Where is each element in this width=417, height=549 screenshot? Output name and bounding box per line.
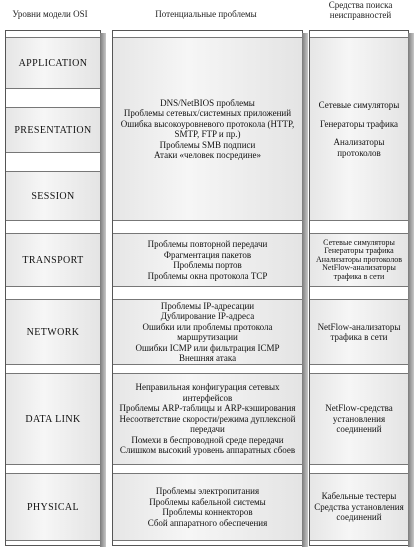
tools-data-link [310, 373, 408, 465]
tool-item: NetFlow-анализаторы трафика в сети [317, 321, 401, 342]
problem-item: Проблемы кабельной системы [149, 496, 266, 507]
problems-column [112, 30, 303, 546]
problem-item: Ошибки ICMP или фильтрация ICMP [135, 342, 280, 353]
tools-upper-layers [310, 37, 408, 221]
tools-transport [310, 233, 408, 287]
problem-item: Фрагментация пакетов [163, 249, 252, 260]
problem-item: Проблемы SMB подписи [159, 139, 256, 150]
tool-item: Анализаторы протоколов [316, 254, 402, 264]
problem-item: Ошибка высокоуровневого протокола (HTTP, SMTP, FTP и пр.) [120, 118, 295, 139]
problem-item: Проблемы сетевых/системных приложений [123, 108, 292, 118]
problem-item: Проблемы ARP-таблицы и ARP-кэширования [119, 403, 296, 414]
problems-upper-layers [113, 37, 302, 221]
problem-item: Проблемы электропитания [155, 486, 260, 496]
tool-item: Генераторы трафика [319, 118, 399, 129]
problem-item: Сбой аппаратного обеспечения [147, 517, 268, 528]
header-potential-problems: Потенциальные проблемы [155, 9, 257, 19]
layer-physical: PHYSICAL [6, 473, 100, 541]
tool-item: Средства установления соединений [314, 501, 404, 523]
tool-item: NetFlow-анализаторы трафика в сети [322, 263, 396, 281]
layer-transport: TRANSPORT [6, 233, 100, 287]
problem-item: Дублирование IP-адреса [160, 311, 255, 321]
osi-layers-column [5, 30, 101, 546]
problem-item: Ошибки или проблемы протокола маршрутизации [142, 321, 273, 342]
problem-item: Атаки «человек посредине» [154, 150, 261, 160]
problem-item: Внешняя атака [178, 353, 237, 363]
tool-item: Сетевые симуляторы [323, 237, 395, 247]
tool-item: Анализаторы протоколов [333, 137, 385, 158]
header-osi-levels: Уровни модели OSI [12, 9, 88, 19]
problems-network [113, 299, 302, 365]
problem-item: Слишком высокий уровень аппаратных сбоев [119, 445, 296, 456]
problems-transport [113, 233, 302, 287]
tool-item: Генераторы трафика [324, 246, 394, 256]
layer-application: APPLICATION [6, 37, 100, 89]
problems-physical [113, 473, 302, 541]
problems-data-link [113, 373, 302, 465]
layer-presentation: PRESENTATION [6, 107, 100, 153]
tool-item: Сетевые симуляторы [318, 100, 400, 110]
tools-physical [310, 473, 408, 541]
problem-item: Проблемы IP-адресации [160, 300, 255, 311]
tool-item: NetFlow-средства установления соединений [325, 403, 393, 435]
problem-item: Проблемы повторной передачи [147, 239, 268, 249]
header-troubleshooting-tools: Средства поиска неисправностей [328, 0, 393, 20]
layer-data-link: DATA LINK [6, 373, 100, 465]
problem-item: Несоответствие скорости/режима дуплексной передачи [119, 413, 296, 435]
tools-network [310, 299, 408, 365]
tools-column [309, 30, 409, 546]
problem-item: Проблемы коннекторов [162, 507, 253, 517]
problem-item: Проблемы портов [173, 260, 242, 270]
problem-item: Помехи в беспроводной среде передачи [131, 434, 284, 445]
tool-item: Кабельные тестеры [321, 491, 397, 502]
problem-item: DNS/NetBIOS проблемы [160, 97, 255, 108]
problem-item: Проблемы окна протокола TCP [147, 270, 268, 281]
layer-network: NETWORK [6, 299, 100, 365]
problem-item: Неправильная конфигурация сетевых интерфейсов [135, 382, 280, 403]
layer-session: SESSION [6, 171, 100, 221]
